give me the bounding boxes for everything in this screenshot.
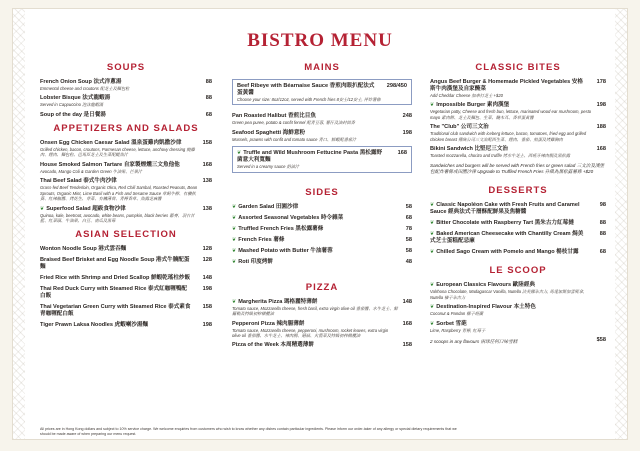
appetizers-list: [40, 140, 212, 224]
item-name: Thai Beef Salad 泰式牛肉沙律: [40, 178, 117, 185]
menu-item-row: [430, 304, 606, 311]
item-name: ❦ Baked American Cheesecake with Chantilly Cream 焗美式芝士蛋糕配忌廉: [430, 230, 584, 244]
item-price: 58: [405, 247, 412, 254]
menu-item-row: [40, 79, 212, 86]
item-name: Pan Roasted Halibut 香煎比目魚: [232, 113, 316, 120]
item-price: 198: [596, 102, 606, 109]
column-right: [430, 62, 606, 345]
item-name: ❦ Destination-Inspired Flavour 本土特色: [430, 304, 536, 311]
item-name: French Onion Soup 法式洋蔥湯: [40, 79, 122, 85]
item-price: 158: [202, 139, 212, 146]
menu-title: BISTRO MENU: [247, 30, 393, 51]
item-price: 148: [202, 275, 212, 282]
menu-item: [232, 204, 412, 211]
item-desc: Valrhona Chocolate, Madagascar Vanilla, Nutella 法芙娜朱古力, 馬達加斯加雲呢拿, Nutella 榛子朱古力: [430, 289, 585, 300]
item-name: ❦ Margherita Pizza 瑪格麗特薄餅: [232, 298, 318, 305]
item-price: 128: [202, 257, 212, 264]
menu-item: [40, 304, 212, 318]
menu-item: [430, 102, 606, 120]
menu-item: [40, 206, 212, 224]
item-price: 68: [205, 111, 212, 118]
menu-item-row: [430, 321, 606, 328]
item-desc: Lime, Raspberry 青檸, 紅莓子: [430, 327, 486, 333]
vegetarian-leaf-icon: ❦: [430, 304, 435, 311]
featured-main-box: [232, 79, 412, 105]
item-desc: Avocado, Mango Coli & Garden Green 牛油果、芒果汁: [40, 168, 143, 174]
item-price: 48: [405, 258, 412, 265]
menu-item-row: [40, 140, 212, 147]
item-name: ❦ Impossible Burger 素肉漢堡: [430, 102, 510, 109]
section-heading-pizza: PIZZA: [305, 281, 339, 293]
menu-item: [430, 124, 606, 142]
item-desc: Served in Cappuccino 泡沫龍蝦湯: [40, 102, 104, 108]
item-name: Onsen Egg Chicken Caesar Salad 溫泉蛋雞肉凱撒沙律: [40, 139, 182, 146]
menu-item: [40, 140, 212, 158]
item-name: Pepperoni Pizza 辣肉腸薄餅: [232, 320, 305, 327]
item-name: Angus Beef Burger & Homemade Pickled Vegetables 安格斯牛肉漢堡及自家醃菜: [430, 79, 583, 92]
vegetarian-leaf-icon: ❦: [40, 205, 45, 212]
vegetarian-leaf-icon: ❦: [232, 236, 237, 243]
menu-item: [232, 237, 412, 244]
menu-item-row: [232, 215, 412, 222]
menu-item-row: [430, 220, 606, 227]
item-name: Beef Ribeye with Béarnaise Sauce 香煎肉眼扒配法式蛋黃醬: [237, 83, 375, 96]
item-name: ❦ French Fries 薯條: [232, 236, 285, 243]
menu-item: [40, 275, 212, 282]
item-name: Lobster Bisque 法式龍蝦湯: [40, 95, 111, 102]
menu-item: [232, 113, 412, 125]
menu-item-row: [232, 342, 412, 349]
menu-item-row: [40, 206, 212, 213]
menu-item: [40, 286, 212, 300]
menu-item-row: [430, 146, 606, 153]
item-desc: Mussels, prawns with confit and tomato sauce 青口、鮮蝦配番茄汁: [232, 136, 357, 142]
menu-item: [237, 150, 407, 164]
menu-item-row: [430, 124, 606, 131]
vegetarian-leaf-icon: ❦: [430, 320, 435, 327]
classic-bites-note: Sandwiches and burgers will be served with French fries or green salad 三文治及漢堡包配炸薯條或田園沙律 Upgrade to Truffled French Fries 升級為黑松露薯條 +$20: [430, 162, 605, 174]
menu-item-row: [232, 237, 412, 244]
column-middle: [232, 62, 412, 353]
item-desc: Quinoa, kale, beetroot, avocado, white beans, pumpkin, black berries 藜麥、羽衣甘藍、紅菜頭、牛油果、白豆、南瓜及黑莓: [40, 212, 195, 223]
vegetarian-leaf-icon: ❦: [232, 225, 237, 232]
pizza-list: [232, 299, 412, 350]
item-price: 68: [405, 214, 412, 221]
section-heading-appetizers: APPETIZERS AND SALADS: [53, 122, 199, 134]
menu-item: [430, 231, 606, 245]
menu-item-row: [40, 286, 212, 300]
item-name: Pizza of the Week 本周精選薄餅: [232, 342, 314, 349]
column-left: [40, 62, 212, 333]
decorative-border-left: [13, 9, 25, 439]
vegetarian-leaf-icon: ❦: [430, 282, 435, 289]
item-price: 158: [202, 304, 212, 311]
menu-item-row: [40, 246, 212, 253]
item-name: Soup of the day 是日餐湯: [40, 111, 106, 118]
menu-item: [232, 226, 412, 233]
item-price: 178: [596, 79, 606, 85]
scoop-note: [430, 337, 606, 345]
vegetarian-leaf-icon: ❦: [430, 219, 435, 226]
item-price: 138: [202, 205, 212, 212]
item-name: Wonton Noodle Soup 港式雲吞麵: [40, 246, 127, 253]
menu-item: [430, 146, 606, 158]
menu-item-row: [430, 102, 606, 109]
item-price: 98: [599, 201, 606, 208]
menu-item: [430, 282, 606, 300]
menu-item-row: [40, 275, 212, 282]
menu-item-row: [232, 248, 412, 255]
menu-item-row: [232, 226, 412, 233]
section-heading-mains: MAINS: [304, 62, 340, 73]
section-heading-soups: SOUPS: [106, 62, 146, 73]
item-desc: Emmental cheese and croutons 配芝士及麵包粒: [40, 85, 130, 91]
item-price: 168: [202, 161, 212, 168]
menu-item: [430, 202, 606, 216]
item-name: ❦ Truffle and Wild Mushroom Fettucine Pasta 黑松露野菌意大利寬麵: [237, 150, 383, 164]
item-desc: Add Cheddar Cheese 加車打芝士 +$20: [430, 92, 503, 98]
menu-item-row: [232, 299, 412, 306]
menu-item: [232, 215, 412, 222]
menu-item: [232, 342, 412, 349]
item-name: ❦ Sorbet 雪葩: [430, 320, 467, 327]
item-desc: Green pea puree, potato & confit fennel 配青豆蓉, 薯仔及油封茴香: [232, 120, 355, 126]
section-heading-asian: ASIAN SELECTION: [75, 229, 177, 241]
menu-item-row: [40, 95, 212, 102]
menu-item: [232, 130, 412, 142]
item-name: ❦ Roti 印度烤餅: [232, 258, 274, 265]
item-name: Bikini Sandwich 比堅尼三文治: [430, 146, 509, 153]
menu-item-row: [430, 282, 606, 289]
vegetarian-leaf-icon: ❦: [232, 214, 237, 221]
menu-item: [430, 220, 606, 227]
item-price: 168: [397, 150, 407, 157]
menu-item: [40, 79, 212, 91]
item-name: ❦ Truffled French Fries 黑松露薯條: [232, 225, 324, 232]
decorative-border-right: [615, 9, 627, 439]
item-price: 58: [405, 203, 412, 210]
menu-item: [430, 249, 606, 256]
item-desc: Grilled chicken, bacon, croutons, Parmesan cheese, lettuce, anchovy dressing 燒雞肉、煙肉、麵包粒、巴馬臣芝士及生菜配鯷魚汁: [40, 146, 195, 158]
menu-item: [237, 83, 407, 97]
menu-item-row: [430, 202, 606, 216]
item-price: 158: [402, 342, 412, 349]
vegetarian-leaf-icon: ❦: [430, 102, 435, 109]
item-price: 78: [405, 225, 412, 232]
vegetarian-leaf-icon: ❦: [232, 258, 237, 265]
item-price: 168: [402, 320, 412, 327]
item-price: 88: [599, 230, 606, 237]
menu-item: [232, 321, 412, 339]
menu-item: [430, 304, 606, 316]
vegetarian-leaf-icon: ❦: [430, 230, 435, 237]
item-name: ❦ Bitter Chocolate with Raspberry Tart 黑朱古力紅莓撻: [430, 219, 574, 226]
section-heading-sides: SIDES: [305, 186, 339, 198]
scoop-note-text: 2 scoops in any flavours 兩球任何口味雪糕: [430, 339, 518, 345]
menu-item-row: [430, 79, 606, 93]
classic-bites-list: [430, 79, 606, 159]
menu-item: [40, 178, 212, 201]
item-name: ❦ Mashed Potato with Butter 牛油薯蓉: [232, 247, 333, 254]
item-price: 168: [596, 146, 606, 153]
menu-item-row: [40, 257, 212, 271]
item-desc: Served in a creamy sauce 奶油汁: [237, 164, 300, 170]
item-price: 248: [402, 113, 412, 120]
item-price: 88: [205, 79, 212, 85]
menu-item: [232, 248, 412, 255]
menu-item: [40, 112, 212, 119]
item-desc: Choose your size: 8oz/12oz, served with French fries 8安士/12安士, 伴炸薯條: [237, 96, 381, 102]
item-name: ❦ Assorted Seasonal Vegetables 時令雜菜: [232, 214, 344, 221]
item-name: Seafood Spaghetti 海鮮意粉: [232, 129, 306, 136]
menu-item-row: [232, 113, 412, 120]
item-desc: Tomato sauce, Mozzarella cheese, pepperoni, mushroom, rocket leaves, extra virgin olive oil 番茄醬、水牛芝士、辣肉腸、蘑菇、火箭菜及特級初榨橄欖油: [232, 327, 389, 338]
menu-item: [430, 321, 606, 333]
item-name: Thai Red Duck Curry with Steamed Rice 泰式紅咖喱鴨配白飯: [40, 286, 188, 300]
desserts-list: [430, 202, 606, 256]
menu-item-row: [430, 231, 606, 245]
vegetarian-leaf-icon: ❦: [232, 203, 237, 210]
item-price: 128: [202, 246, 212, 253]
item-price: 58: [405, 236, 412, 243]
menu-item-row: [40, 304, 212, 318]
item-price: 198: [402, 129, 412, 136]
item-name: Braised Beef Brisket and Egg Noodle Soup 港式牛腩配蛋麵: [40, 257, 190, 271]
asian-list: [40, 246, 212, 329]
item-desc: Coconut & Pandan 椰子班蘭: [430, 311, 484, 317]
item-desc: Toasted mozzarella, chorizo and truffle 烤水牛芝士、西班牙辣肉腸及黑松露: [430, 153, 570, 159]
menu-item: [40, 257, 212, 271]
item-price: 88: [205, 95, 212, 102]
item-price: 298/450: [386, 83, 407, 89]
section-heading-desserts: DESSERTS: [488, 184, 548, 196]
scoop-note-price: $58: [596, 337, 606, 344]
soups-list: [40, 79, 212, 119]
menu-item-row: [40, 322, 212, 329]
item-name: The "Club" 公司三文治: [430, 124, 489, 131]
item-price: 148: [402, 298, 412, 305]
item-price: 188: [596, 124, 606, 131]
menu-item-row: [232, 130, 412, 137]
item-name: ❦ Classic Napoléon Cake with Fresh Fruits and Caramel Sauce 經典法式千層酥配鮮果及焦糖醬: [430, 201, 580, 215]
menu-item: [430, 79, 606, 98]
menu-item-row: [430, 249, 606, 256]
menu-item: [40, 246, 212, 253]
item-name: ❦ European Classics Flavours 歐陸經典: [430, 282, 536, 289]
menu-item: [40, 162, 212, 174]
mains-list: [232, 113, 412, 142]
vegetarian-leaf-icon: ❦: [237, 150, 242, 157]
featured-veg-main-box: [232, 146, 412, 172]
item-name: Thai Vegetarian Green Curry with Steamed Rice 泰式素食青咖喱配白飯: [40, 304, 191, 318]
menu-item-row: [232, 259, 412, 266]
item-name: Fried Rice with Shrimp and Dried Scallop 鮮蝦乾瑤柱炒飯: [40, 275, 191, 282]
le-scoop-list: [430, 282, 606, 333]
vegetarian-leaf-icon: ❦: [232, 247, 237, 254]
item-price: 68: [599, 248, 606, 255]
sides-list: [232, 204, 412, 266]
section-heading-le-scoop: LE SCOOP: [489, 265, 547, 277]
menu-item-row: [40, 112, 212, 119]
item-desc: Vegetarian patty, Cheese and fresh bun, lettuce, marinated wood ear mushroom, pesto mayo 素肉餅、芝士及麵包、生菜、醃木耳、香草蛋黃醬: [430, 109, 592, 120]
menu-item-row: [232, 321, 412, 328]
item-price: 88: [599, 219, 606, 226]
menu-item: [40, 95, 212, 107]
footer-disclaimer: All prices are in Hong Kong dollars and subject to 10% service charge. We welcome enquiries from customers who wish to know whether any dishes contain particular ingredients. Please inform our order-taker of any allergy or special dietary requirements that we should be made aware of when preparing our menu request.: [40, 426, 457, 436]
menu-item: [232, 299, 412, 317]
item-price: 198: [202, 286, 212, 293]
item-name: ❦ Garden Salad 田園沙律: [232, 203, 299, 210]
menu-item: [40, 322, 212, 329]
menu-item-row: [40, 178, 212, 185]
item-name: ❦ Chilled Sago Cream with Pomelo and Mango 楊枝甘露: [430, 248, 579, 255]
vegetarian-leaf-icon: ❦: [430, 201, 435, 208]
item-desc: Grass-fed Beef Tenderloin, Organic Okra, Red Chili Sambal, Roasted Peanuts, Bean Sprouts, Organic Mint, Lime Basil with a Fish and Sesame Sauce 草飼牛柳、有機秋葵、紅辣椒醬、烤花生、芽菜、有機薄荷、青檸香草、魚露芝麻醬: [40, 185, 198, 202]
vegetarian-leaf-icon: ❦: [232, 298, 237, 305]
menu-item-row: [40, 162, 212, 169]
item-name: ❦ Superfood Salad 超級食物沙律: [40, 205, 126, 212]
item-desc: Tomato sauce, Mozzarella cheese, fresh basil, extra virgin olive oil 番茄醬、水牛芝士、鮮羅勒及特級初榨橄欖油: [232, 305, 398, 317]
item-desc: Traditional club sandwich with iceberg lettuce, bacon, tomatoes, fried egg and grilled chicken breast 傳統公司三文治配西生菜、煙肉、番茄、煎蛋及烤雞胸肉: [430, 131, 587, 142]
item-name: Tiger Prawn Laksa Noodles 虎蝦喇沙湯麵: [40, 322, 149, 329]
menu-item: [232, 259, 412, 266]
item-price: 198: [202, 322, 212, 329]
vegetarian-leaf-icon: ❦: [430, 248, 435, 255]
menu-item-row: [232, 204, 412, 211]
item-price: 138: [202, 178, 212, 185]
section-heading-classic-bites: CLASSIC BITES: [475, 62, 561, 73]
item-name: House Smoked Salmon Tartare 自家製煙燻三文魚他他: [40, 161, 180, 168]
